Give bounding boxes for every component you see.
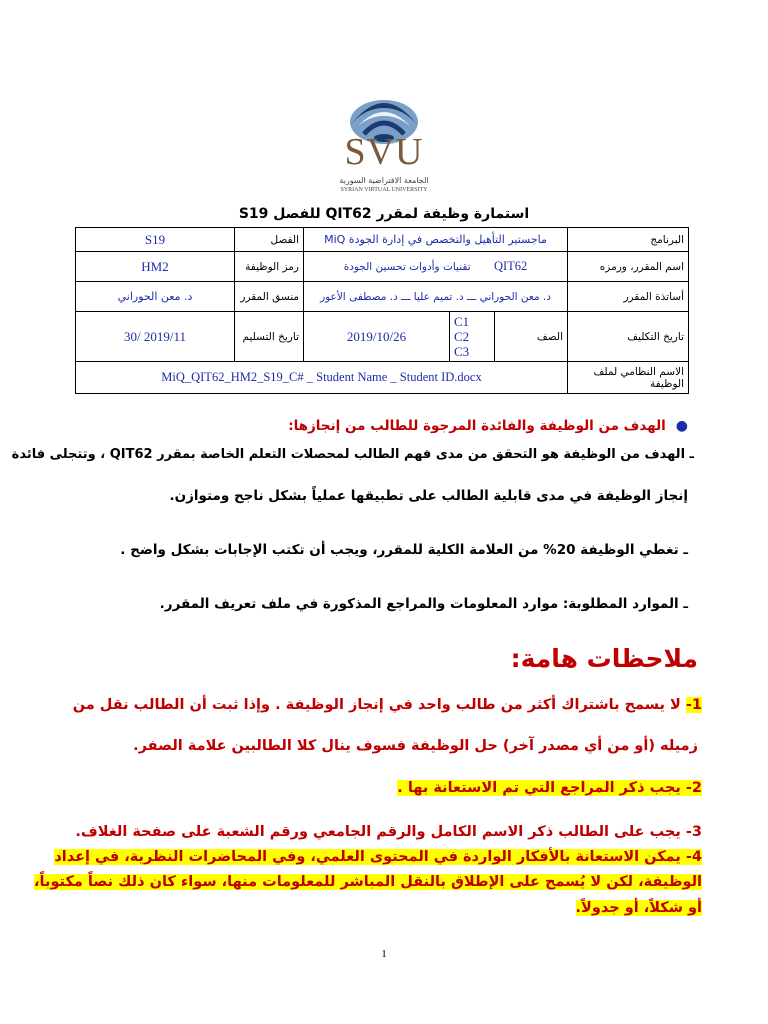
page-title: استمارة وظيفة لمقرر QIT62 للفصل S19 bbox=[238, 206, 530, 222]
page-number: 1 bbox=[381, 948, 387, 960]
table-row bbox=[76, 252, 689, 282]
table-row bbox=[76, 312, 689, 362]
deliver-date-value: 2019/11 /30 bbox=[76, 312, 235, 362]
teachers-label: أساتذة المقرر bbox=[568, 282, 689, 312]
goal-paragraph-1b: إنجاز الوظيفة في مدى قابلية الطالب على تطبيقها عملياً بشكل ناجح ومتوازن. bbox=[169, 488, 688, 504]
course-label: اسم المقرر، ورمزه bbox=[568, 252, 689, 282]
coordinator-label: منسق المقرر bbox=[235, 282, 304, 312]
note-4b bbox=[34, 874, 702, 890]
note-4a-text: 4- يمكن الاستعانة بالأفكار الواردة في المحتوى العلمي، وفي المحاضرات النظرية، في إعداد bbox=[54, 849, 702, 865]
note-4b-text: الوظيفة، لكن لا يُسمح على الإطلاق بالنقل المباشر للمعلومات منها، سواء كان ذلك نصاً مكتوباً، bbox=[34, 874, 702, 890]
logo-name-en: SYRIAN VIRTUAL UNIVERSITY bbox=[340, 187, 428, 193]
goal-heading-text: الهدف من الوظيفة والفائدة المرجوة للطالب من إنجازها: bbox=[288, 418, 666, 434]
goal-paragraph-3: ـ الموارد المطلوبة: موارد المعلومات والمراجع المذكورة في ملف تعريف المقرر. bbox=[159, 596, 688, 612]
goal-paragraph-1a: ـ الهدف من الوظيفة هو التحقق من مدى فهم الطالب لمحصلات التعلم الخاصة بمقرر QIT62 ، وتتجلى فائدة bbox=[11, 447, 694, 462]
class-item: C3 bbox=[454, 344, 470, 359]
course-name: تقنيات وأدوات تحسين الجودة bbox=[343, 261, 471, 273]
note-4c-text: أو شكلاً، أو جدولاً. bbox=[575, 900, 702, 916]
assign-date-label: تاريخ التكليف bbox=[568, 312, 689, 362]
note-1-number: 1- bbox=[685, 697, 702, 713]
logo-name-ar: الجامعة الافتراضية السورية bbox=[339, 176, 429, 185]
note-4a bbox=[54, 849, 702, 865]
goal-heading bbox=[288, 418, 688, 434]
class-item: C2 bbox=[454, 329, 470, 344]
note-4c bbox=[576, 900, 702, 916]
class-label: الصف bbox=[495, 312, 568, 362]
university-logo bbox=[320, 86, 448, 206]
deliver-date-label: تاريخ التسليم bbox=[235, 312, 304, 362]
note-2-text: 2- يجب ذكر المراجع التي تم الاستعانة بها . bbox=[397, 780, 702, 796]
course-cell bbox=[304, 252, 568, 282]
file-name-label: الاسم النظامي لملف الوظيفة bbox=[568, 362, 689, 394]
class-list bbox=[450, 312, 495, 362]
note-3: 3- يجب على الطالب ذكر الاسم الكامل والرقم الجامعي ورقم الشعبة على صفحة الغلاف. bbox=[75, 824, 702, 840]
program-label: البرنامج bbox=[568, 228, 689, 252]
hw-code-value: HM2 bbox=[76, 252, 235, 282]
goal-paragraph-2: ـ تغطي الوظيفة 20% من العلامة الكلية للمقرر، ويجب أن تكتب الإجابات بشكل واضح . bbox=[120, 542, 688, 558]
table-row bbox=[76, 228, 689, 252]
bullet-icon: ● bbox=[675, 418, 688, 434]
file-name-value: MiQ_QIT62_HM2_S19_C# _ Student Name _ Student ID.docx bbox=[76, 362, 568, 394]
note-2 bbox=[397, 780, 702, 796]
assign-date-value: 2019/10/26 bbox=[304, 312, 450, 362]
semester-label: الفصل bbox=[235, 228, 304, 252]
program-value: ماجستير التأهيل والتخصص في إدارة الجودة MiQ bbox=[304, 228, 568, 252]
notes-heading: ملاحظات هامة: bbox=[510, 644, 698, 673]
course-code: QIT62 bbox=[493, 259, 528, 273]
table-row bbox=[76, 282, 689, 312]
note-1a-text: لا يسمح باشتراك أكثر من طالب واحد في إنجاز الوظيفة . وإذا ثبت أن الطالب نقل من bbox=[72, 697, 681, 713]
hw-code-label: رمز الوظيفة bbox=[235, 252, 304, 282]
coordinator-value: د. معن الحوراني bbox=[76, 282, 235, 312]
table-row bbox=[76, 362, 689, 394]
logo-abbr: SVU bbox=[344, 131, 424, 173]
teachers-value: د. معن الحوراني ـــ د. تميم عليا ـــ د. مصطفى الأعور bbox=[304, 282, 568, 312]
note-1a bbox=[73, 697, 702, 713]
semester-value: S19 bbox=[76, 228, 235, 252]
assignment-info-table bbox=[75, 227, 689, 394]
class-item: C1 bbox=[454, 314, 470, 329]
note-1b: زميله (أو من أي مصدر آخر) حل الوظيفة فسوف ينال كلا الطالبين علامة الصفر. bbox=[133, 738, 698, 754]
